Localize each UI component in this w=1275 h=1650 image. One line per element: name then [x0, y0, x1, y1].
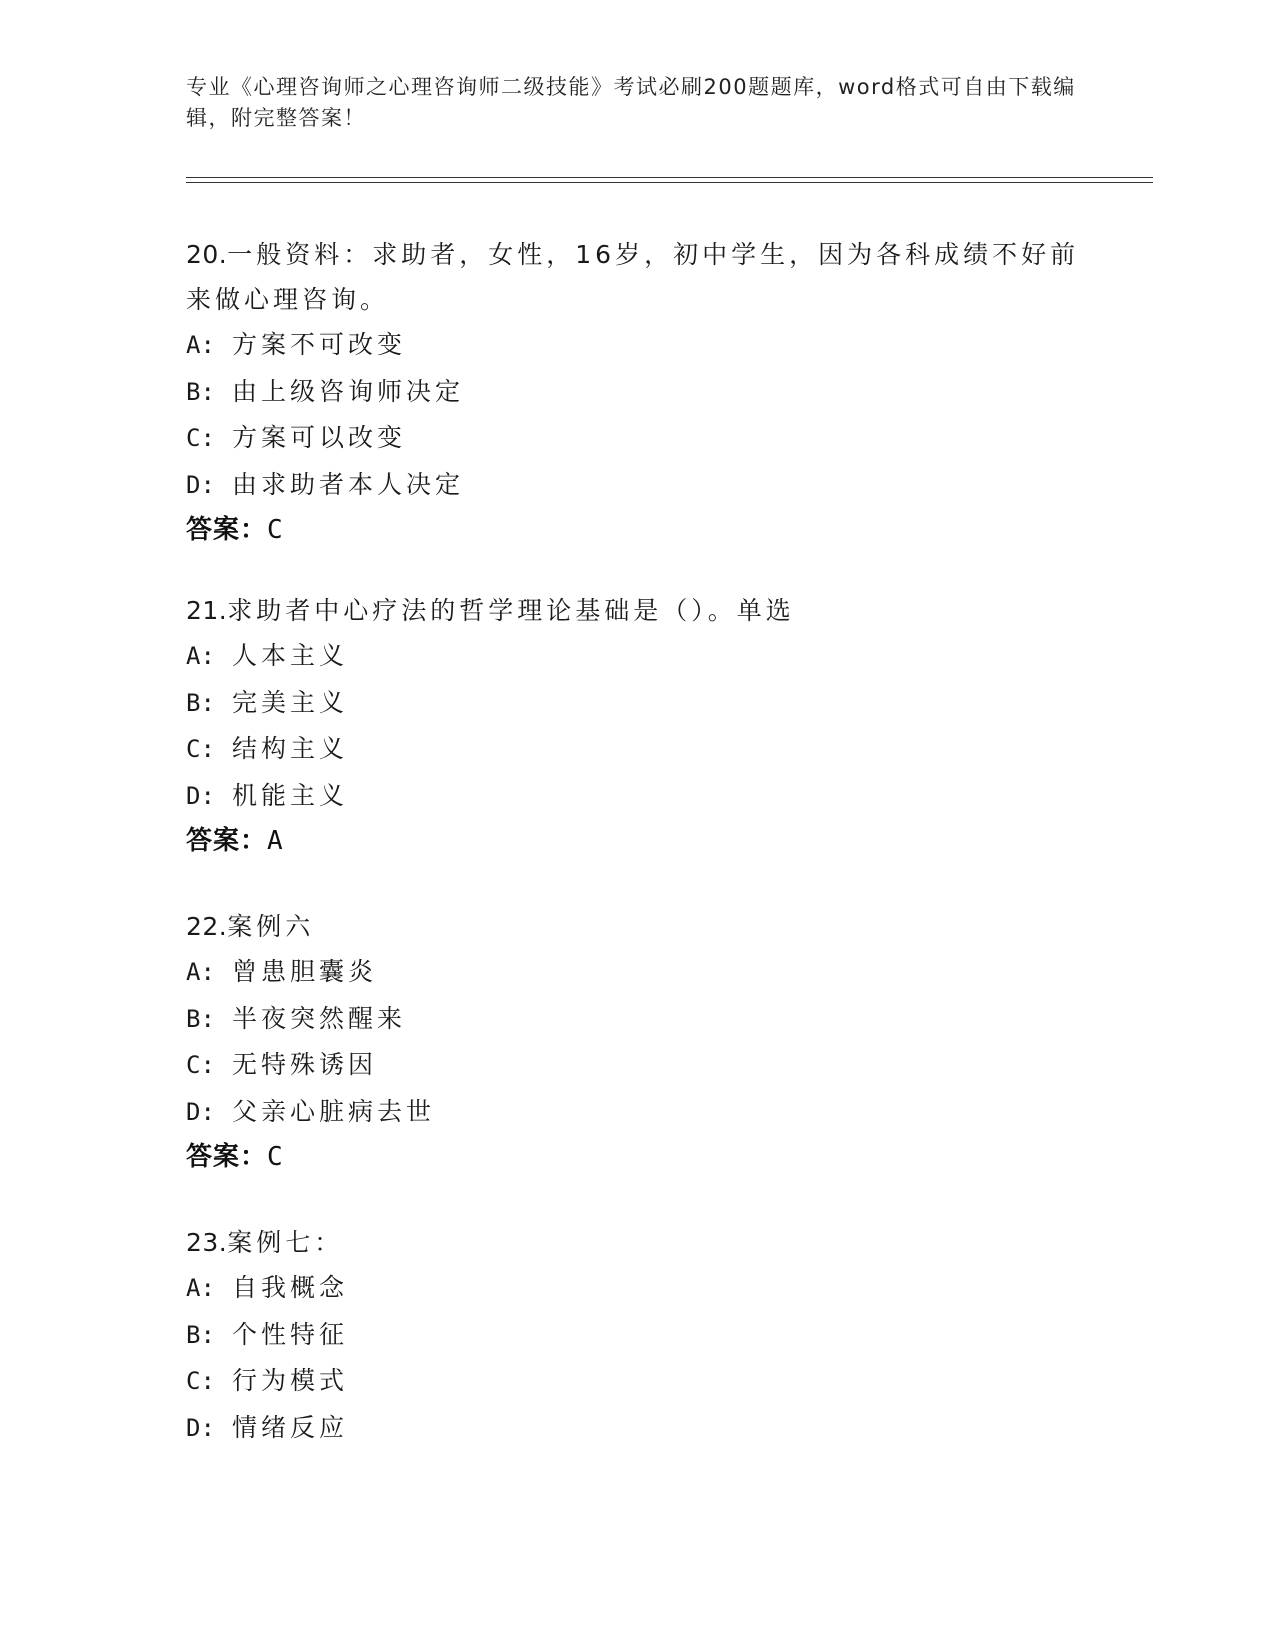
document-header: 专业《心理咨询师之心理咨询师二级技能》考试必刷200题题库，word格式可自由下载编辑，附完整答案！ [186, 75, 1076, 130]
option-c [186, 726, 1086, 773]
option-letter: C: [186, 1051, 215, 1079]
answer-label: 答案： [186, 826, 268, 856]
option-c [186, 415, 1086, 462]
option-letter: A: [186, 958, 215, 986]
question-20 [186, 232, 1086, 553]
option-b [186, 1312, 1086, 1359]
answer-label: 答案： [186, 1142, 268, 1172]
question-22 [186, 904, 1086, 1180]
option-text: 自我概念 [232, 1273, 349, 1302]
option-text: 无特殊诱因 [232, 1050, 378, 1079]
option-a [186, 322, 1086, 369]
header-divider-bottom [186, 182, 1153, 183]
option-text: 父亲心脏病去世 [232, 1096, 436, 1126]
option-letter: C: [186, 735, 215, 763]
answer-line [186, 508, 1086, 553]
option-letter: B: [186, 688, 215, 717]
answer-line [186, 1135, 1086, 1180]
option-text: 机能主义 [232, 780, 349, 810]
option-a [186, 1265, 1086, 1312]
option-c [186, 1358, 1086, 1405]
question-number: 22. [186, 912, 228, 941]
question-21 [186, 588, 1086, 864]
option-text: 曾患胆囊炎 [232, 957, 378, 986]
option-text: 由求助者本人决定 [232, 469, 465, 499]
option-letter: C: [186, 1367, 215, 1395]
question-text: 案例六 [227, 912, 315, 941]
option-letter: D: [186, 470, 215, 499]
option-d [186, 1405, 1086, 1452]
option-text: 行为模式 [232, 1366, 349, 1395]
answer-label: 答案： [186, 515, 268, 545]
question-number: 23. [186, 1228, 228, 1257]
option-text: 人本主义 [232, 641, 349, 670]
question-text: 一般资料：求助者，女性，16岁，初中学生，因为各科成绩不好前来做心理咨询。 [186, 240, 1080, 314]
option-text: 结构主义 [232, 734, 349, 763]
option-letter: B: [186, 1004, 215, 1033]
option-letter: B: [186, 377, 215, 406]
option-b [186, 996, 1086, 1043]
option-letter: D: [186, 1097, 215, 1126]
option-letter: A: [186, 331, 215, 359]
question-text: 求助者中心疗法的哲学理论基础是（）。单选 [227, 596, 795, 625]
option-text: 完美主义 [232, 687, 349, 717]
question-stem [186, 232, 1086, 322]
question-number: 21. [186, 596, 228, 625]
header-divider-top [186, 177, 1153, 178]
question-stem [186, 588, 1086, 633]
question-text: 案例七： [227, 1228, 344, 1257]
option-a [186, 633, 1086, 680]
option-letter: D: [186, 781, 215, 810]
answer-line [186, 819, 1086, 864]
option-b [186, 680, 1086, 727]
question-stem [186, 904, 1086, 949]
option-letter: A: [186, 642, 215, 670]
option-letter: C: [186, 424, 215, 452]
option-letter: A: [186, 1274, 215, 1302]
question-23 [186, 1220, 1086, 1451]
option-text: 个性特征 [232, 1319, 349, 1349]
question-number: 20. [186, 240, 228, 269]
option-d [186, 773, 1086, 820]
option-d [186, 1089, 1086, 1136]
answer-value: C [267, 1142, 284, 1172]
option-letter: D: [186, 1413, 215, 1442]
option-d [186, 462, 1086, 509]
answer-value: A [267, 826, 284, 856]
option-text: 由上级咨询师决定 [232, 376, 465, 406]
option-text: 半夜突然醒来 [232, 1003, 407, 1033]
answer-value: C [267, 515, 284, 545]
option-text: 方案不可改变 [232, 330, 407, 359]
option-letter: B: [186, 1320, 215, 1349]
question-stem [186, 1220, 1086, 1265]
option-a [186, 949, 1086, 996]
option-c [186, 1042, 1086, 1089]
option-b [186, 369, 1086, 416]
option-text: 情绪反应 [232, 1412, 349, 1442]
option-text: 方案可以改变 [232, 423, 407, 452]
